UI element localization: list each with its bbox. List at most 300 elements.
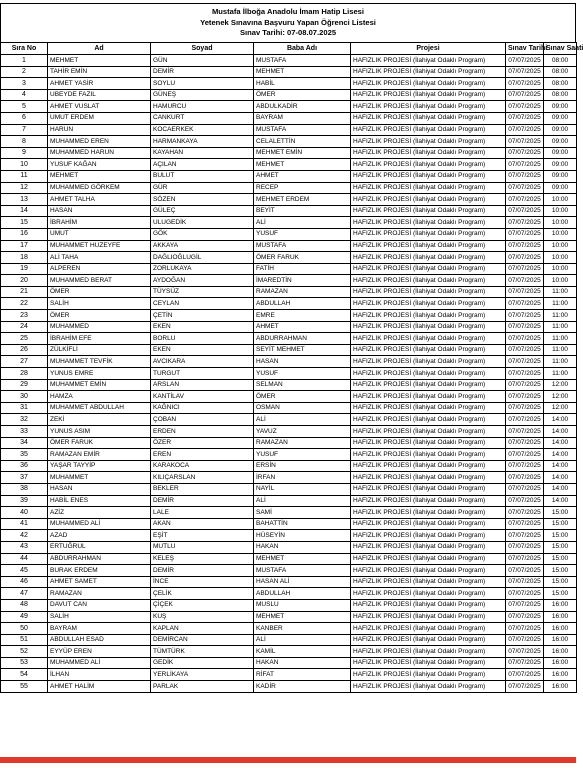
cell-sinav-tarihi: 07/07/2025 — [506, 681, 544, 693]
table-row — [1, 414, 577, 426]
cell-ad: TAHİR EMİN — [48, 66, 151, 78]
cell-ad: MUHAMMET ABDULLAH — [48, 402, 151, 414]
cell-sira-no: 39 — [1, 495, 48, 507]
cell-baba-adi: HASAN ALİ — [254, 576, 351, 588]
cell-soyad: KANTİLAV — [151, 391, 254, 403]
cell-sira-no: 4 — [1, 89, 48, 101]
cell-sinav-tarihi: 07/07/2025 — [506, 170, 544, 182]
cell-sinav-tarihi: 07/07/2025 — [506, 541, 544, 553]
cell-sira-no: 18 — [1, 252, 48, 264]
cell-sira-no: 6 — [1, 112, 48, 124]
cell-sinav-saati: 10:00 — [544, 240, 577, 252]
cell-sinav-tarihi: 07/07/2025 — [506, 310, 544, 322]
cell-sinav-saati: 16:00 — [544, 623, 577, 635]
cell-soyad: ÇOBAN — [151, 414, 254, 426]
cell-soyad: BULUT — [151, 170, 254, 182]
cell-soyad: LALE — [151, 507, 254, 519]
cell-sinav-tarihi: 07/07/2025 — [506, 252, 544, 264]
cell-projesi: HAFIZLIK PROJESİ (İlahiyat Odaklı Program) — [351, 449, 506, 461]
cell-projesi: HAFIZLIK PROJESİ (İlahiyat Odaklı Program) — [351, 437, 506, 449]
cell-sinav-tarihi: 07/07/2025 — [506, 321, 544, 333]
cell-baba-adi: RECEP — [254, 182, 351, 194]
cell-soyad: DEMİR — [151, 565, 254, 577]
cell-soyad: DEMİRCAN — [151, 634, 254, 646]
cell-soyad: HAMURCU — [151, 101, 254, 113]
cell-projesi: HAFIZLIK PROJESİ (İlahiyat Odaklı Program) — [351, 124, 506, 136]
cell-baba-adi: MEHMET ERDEM — [254, 194, 351, 206]
cell-baba-adi: HAKAN — [254, 541, 351, 553]
cell-projesi: HAFIZLIK PROJESİ (İlahiyat Odaklı Program) — [351, 541, 506, 553]
table-row — [1, 437, 577, 449]
cell-sinav-tarihi: 07/07/2025 — [506, 194, 544, 206]
cell-sinav-saati: 10:00 — [544, 194, 577, 206]
cell-projesi: HAFIZLIK PROJESİ (İlahiyat Odaklı Program) — [351, 518, 506, 530]
cell-projesi: HAFIZLIK PROJESİ (İlahiyat Odaklı Program) — [351, 460, 506, 472]
cell-ad: EYYÜP EREN — [48, 646, 151, 658]
cell-projesi: HAFIZLIK PROJESİ (İlahiyat Odaklı Program) — [351, 205, 506, 217]
cell-baba-adi: ALİ — [254, 495, 351, 507]
cell-sinav-tarihi: 07/07/2025 — [506, 437, 544, 449]
cell-sinav-saati: 10:00 — [544, 205, 577, 217]
cell-ad: ALPEREN — [48, 263, 151, 275]
table-row — [1, 565, 577, 577]
cell-sinav-tarihi: 07/07/2025 — [506, 553, 544, 565]
cell-sinav-saati: 10:00 — [544, 228, 577, 240]
cell-sinav-tarihi: 07/07/2025 — [506, 275, 544, 287]
cell-sinav-tarihi: 07/07/2025 — [506, 55, 544, 67]
cell-ad: YUNUS ASIM — [48, 426, 151, 438]
cell-sinav-saati: 14:00 — [544, 495, 577, 507]
cell-sinav-tarihi: 07/07/2025 — [506, 136, 544, 148]
cell-soyad: TURGUT — [151, 368, 254, 380]
table-row — [1, 472, 577, 484]
cell-ad: HASAN — [48, 483, 151, 495]
cell-soyad: AVCIKARA — [151, 356, 254, 368]
cell-sira-no: 5 — [1, 101, 48, 113]
cell-sinav-saati: 09:00 — [544, 159, 577, 171]
table-row — [1, 634, 577, 646]
cell-baba-adi: ALİ — [254, 414, 351, 426]
cell-ad: MUHAMMED EREN — [48, 136, 151, 148]
cell-sira-no: 24 — [1, 321, 48, 333]
cell-projesi: HAFIZLIK PROJESİ (İlahiyat Odaklı Program) — [351, 66, 506, 78]
cell-ad: SALİH — [48, 611, 151, 623]
cell-soyad: CANKURT — [151, 112, 254, 124]
cell-baba-adi: SEYİT MEHMET — [254, 344, 351, 356]
cell-sinav-tarihi: 07/07/2025 — [506, 78, 544, 90]
cell-ad: ÖMER FARUK — [48, 437, 151, 449]
cell-sira-no: 10 — [1, 159, 48, 171]
cell-sinav-tarihi: 07/07/2025 — [506, 124, 544, 136]
cell-baba-adi: ERSİN — [254, 460, 351, 472]
cell-projesi: HAFIZLIK PROJESİ (İlahiyat Odaklı Program) — [351, 599, 506, 611]
cell-ad: MUHAMMET — [48, 472, 151, 484]
cell-baba-adi: AHMET — [254, 321, 351, 333]
cell-baba-adi: ABDULLAH — [254, 298, 351, 310]
cell-sira-no: 30 — [1, 391, 48, 403]
cell-sinav-tarihi: 07/07/2025 — [506, 426, 544, 438]
cell-sinav-tarihi: 07/07/2025 — [506, 298, 544, 310]
cell-sira-no: 41 — [1, 518, 48, 530]
cell-baba-adi: RİFAT — [254, 669, 351, 681]
cell-soyad: KAYAHAN — [151, 147, 254, 159]
col-header-soyad: Soyad — [151, 43, 254, 55]
cell-sinav-tarihi: 07/07/2025 — [506, 460, 544, 472]
cell-sinav-saati: 14:00 — [544, 426, 577, 438]
cell-sinav-saati: 08:00 — [544, 66, 577, 78]
table-row — [1, 194, 577, 206]
cell-sinav-saati: 11:00 — [544, 368, 577, 380]
table-row — [1, 426, 577, 438]
cell-projesi: HAFIZLIK PROJESİ (İlahiyat Odaklı Program) — [351, 298, 506, 310]
cell-sira-no: 25 — [1, 333, 48, 345]
col-header-sinav-saati: Sınav Saati — [544, 43, 577, 55]
cell-sinav-saati: 15:00 — [544, 553, 577, 565]
col-header-projesi: Projesi — [351, 43, 506, 55]
cell-sinav-saati: 10:00 — [544, 252, 577, 264]
cell-ad: MUHAMMED GÖRKEM — [48, 182, 151, 194]
exam-date: Sınav Tarihi: 07-08.07.2025 — [239, 28, 337, 37]
cell-sinav-tarihi: 07/07/2025 — [506, 391, 544, 403]
cell-projesi: HAFIZLIK PROJESİ (İlahiyat Odaklı Program) — [351, 495, 506, 507]
cell-sira-no: 42 — [1, 530, 48, 542]
cell-soyad: SÖZEN — [151, 194, 254, 206]
cell-baba-adi: MUSLU — [254, 599, 351, 611]
cell-soyad: GÜNEŞ — [151, 89, 254, 101]
cell-sinav-saati: 15:00 — [544, 576, 577, 588]
cell-sira-no: 43 — [1, 541, 48, 553]
cell-soyad: HARMANKAYA — [151, 136, 254, 148]
cell-sinav-tarihi: 07/07/2025 — [506, 623, 544, 635]
table-row — [1, 275, 577, 287]
cell-ad: UBEYDE FAZIL — [48, 89, 151, 101]
table-row — [1, 507, 577, 519]
table-row — [1, 657, 577, 669]
cell-projesi: HAFIZLIK PROJESİ (İlahiyat Odaklı Program) — [351, 391, 506, 403]
table-row — [1, 611, 577, 623]
table-row — [1, 147, 577, 159]
cell-ad: UMUT ERDEM — [48, 112, 151, 124]
cell-ad: BAYRAM — [48, 623, 151, 635]
cell-sinav-saati: 14:00 — [544, 460, 577, 472]
cell-ad: MUHAMMED HARUN — [48, 147, 151, 159]
cell-soyad: AKAN — [151, 518, 254, 530]
cell-soyad: MUTLU — [151, 541, 254, 553]
cell-baba-adi: MEHMET — [254, 553, 351, 565]
cell-baba-adi: YAVUZ — [254, 426, 351, 438]
cell-ad: UMUT — [48, 228, 151, 240]
cell-sinav-saati: 11:00 — [544, 344, 577, 356]
cell-ad: RAMAZAN EMİR — [48, 449, 151, 461]
col-header-sinav-tarihi: Sınav Tarihi — [506, 43, 544, 55]
cell-soyad: AÇILAN — [151, 159, 254, 171]
table-row — [1, 136, 577, 148]
cell-ad: İLHAN — [48, 669, 151, 681]
cell-sira-no: 49 — [1, 611, 48, 623]
cell-sinav-tarihi: 07/07/2025 — [506, 646, 544, 658]
table-row — [1, 170, 577, 182]
cell-soyad: CEYLAN — [151, 298, 254, 310]
cell-projesi: HAFIZLIK PROJESİ (İlahiyat Odaklı Program) — [351, 646, 506, 658]
cell-sinav-tarihi: 07/07/2025 — [506, 205, 544, 217]
cell-sinav-tarihi: 07/07/2025 — [506, 599, 544, 611]
cell-sira-no: 23 — [1, 310, 48, 322]
cell-sinav-saati: 15:00 — [544, 518, 577, 530]
col-header-sira-no: Sıra No — [1, 43, 48, 55]
cell-soyad: EREN — [151, 449, 254, 461]
cell-soyad: İNCE — [151, 576, 254, 588]
cell-projesi: HAFIZLIK PROJESİ (İlahiyat Odaklı Program) — [351, 310, 506, 322]
cell-soyad: GÖK — [151, 228, 254, 240]
cell-sinav-tarihi: 07/07/2025 — [506, 356, 544, 368]
list-subtitle: Yetenek Sınavına Başvuru Yapan Öğrenci Listesi — [200, 17, 376, 27]
cell-sira-no: 47 — [1, 588, 48, 600]
col-header-ad: Ad — [48, 43, 151, 55]
cell-projesi: HAFIZLIK PROJESİ (İlahiyat Odaklı Program) — [351, 194, 506, 206]
cell-projesi: HAFIZLIK PROJESİ (İlahiyat Odaklı Program) — [351, 472, 506, 484]
cell-ad: AHMET TALHA — [48, 194, 151, 206]
cell-baba-adi: MEHMET — [254, 159, 351, 171]
cell-sira-no: 26 — [1, 344, 48, 356]
cell-soyad: BORLU — [151, 333, 254, 345]
cell-projesi: HAFIZLIK PROJESİ (İlahiyat Odaklı Program) — [351, 611, 506, 623]
cell-sinav-saati: 11:00 — [544, 333, 577, 345]
cell-projesi: HAFIZLIK PROJESİ (İlahiyat Odaklı Program) — [351, 681, 506, 693]
cell-sira-no: 52 — [1, 646, 48, 658]
cell-sinav-tarihi: 07/07/2025 — [506, 147, 544, 159]
cell-sinav-tarihi: 07/07/2025 — [506, 66, 544, 78]
cell-ad: AHMET VUSLAT — [48, 101, 151, 113]
cell-sinav-saati: 15:00 — [544, 565, 577, 577]
cell-projesi: HAFIZLIK PROJESİ (İlahiyat Odaklı Program) — [351, 669, 506, 681]
cell-baba-adi: RAMAZAN — [254, 437, 351, 449]
cell-sinav-tarihi: 07/07/2025 — [506, 240, 544, 252]
cell-baba-adi: SELMAN — [254, 379, 351, 391]
cell-ad: ÖMER — [48, 286, 151, 298]
cell-sinav-saati: 11:00 — [544, 298, 577, 310]
cell-baba-adi: ABDULKADİR — [254, 101, 351, 113]
cell-sinav-saati: 09:00 — [544, 182, 577, 194]
cell-baba-adi: AHMET — [254, 170, 351, 182]
cell-sinav-tarihi: 07/07/2025 — [506, 507, 544, 519]
cell-projesi: HAFIZLIK PROJESİ (İlahiyat Odaklı Program) — [351, 101, 506, 113]
cell-ad: BURAK ERDEM — [48, 565, 151, 577]
cell-ad: RAMAZAN — [48, 588, 151, 600]
cell-soyad: YERLİKAYA — [151, 669, 254, 681]
table-row — [1, 576, 577, 588]
cell-sira-no: 20 — [1, 275, 48, 287]
document-header — [0, 3, 576, 43]
table-row — [1, 78, 577, 90]
table-row — [1, 217, 577, 229]
cell-sira-no: 3 — [1, 78, 48, 90]
cell-sinav-tarihi: 07/07/2025 — [506, 112, 544, 124]
cell-sinav-saati: 08:00 — [544, 78, 577, 90]
cell-projesi: HAFIZLIK PROJESİ (İlahiyat Odaklı Program) — [351, 623, 506, 635]
cell-sira-no: 9 — [1, 147, 48, 159]
cell-sinav-tarihi: 07/07/2025 — [506, 495, 544, 507]
cell-soyad: PARLAK — [151, 681, 254, 693]
cell-sinav-saati: 14:00 — [544, 414, 577, 426]
cell-sinav-saati: 11:00 — [544, 286, 577, 298]
cell-sinav-saati: 15:00 — [544, 507, 577, 519]
cell-baba-adi: ABDULLAH — [254, 588, 351, 600]
table-row — [1, 391, 577, 403]
cell-soyad: DEMİR — [151, 495, 254, 507]
cell-projesi: HAFIZLIK PROJESİ (İlahiyat Odaklı Program) — [351, 634, 506, 646]
cell-soyad: ÇİÇEK — [151, 599, 254, 611]
cell-ad: AZAD — [48, 530, 151, 542]
cell-sinav-tarihi: 07/07/2025 — [506, 101, 544, 113]
cell-projesi: HAFIZLIK PROJESİ (İlahiyat Odaklı Program) — [351, 333, 506, 345]
cell-baba-adi: NAYİL — [254, 483, 351, 495]
table-row — [1, 553, 577, 565]
cell-projesi: HAFIZLIK PROJESİ (İlahiyat Odaklı Program) — [351, 78, 506, 90]
cell-sinav-saati: 10:00 — [544, 275, 577, 287]
cell-projesi: HAFIZLIK PROJESİ (İlahiyat Odaklı Program) — [351, 483, 506, 495]
cell-sira-no: 44 — [1, 553, 48, 565]
cell-sira-no: 33 — [1, 426, 48, 438]
cell-sinav-tarihi: 07/07/2025 — [506, 518, 544, 530]
cell-sira-no: 53 — [1, 657, 48, 669]
table-row — [1, 460, 577, 472]
cell-baba-adi: EMRE — [254, 310, 351, 322]
table-row — [1, 263, 577, 275]
cell-ad: MEHMET — [48, 55, 151, 67]
cell-sira-no: 21 — [1, 286, 48, 298]
cell-sinav-saati: 09:00 — [544, 136, 577, 148]
cell-sinav-saati: 09:00 — [544, 101, 577, 113]
cell-soyad: ÖZER — [151, 437, 254, 449]
table-row — [1, 89, 577, 101]
cell-sira-no: 36 — [1, 460, 48, 472]
cell-baba-adi: ALİ — [254, 634, 351, 646]
cell-baba-adi: HAKAN — [254, 657, 351, 669]
cell-sira-no: 34 — [1, 437, 48, 449]
cell-sinav-saati: 16:00 — [544, 669, 577, 681]
cell-soyad: ÇETİN — [151, 310, 254, 322]
cell-soyad: DAĞLIOĞLUGİL — [151, 252, 254, 264]
cell-projesi: HAFIZLIK PROJESİ (İlahiyat Odaklı Program) — [351, 576, 506, 588]
cell-projesi: HAFIZLIK PROJESİ (İlahiyat Odaklı Program) — [351, 368, 506, 380]
cell-baba-adi: YUSUF — [254, 449, 351, 461]
cell-sinav-saati: 11:00 — [544, 321, 577, 333]
cell-sinav-tarihi: 07/07/2025 — [506, 89, 544, 101]
cell-sinav-saati: 16:00 — [544, 681, 577, 693]
cell-sinav-tarihi: 07/07/2025 — [506, 379, 544, 391]
cell-soyad: AKKAYA — [151, 240, 254, 252]
table-row — [1, 66, 577, 78]
cell-sinav-saati: 14:00 — [544, 449, 577, 461]
cell-ad: DAVUT CAN — [48, 599, 151, 611]
cell-soyad: GÜR — [151, 182, 254, 194]
cell-ad: MUHAMMED BERAT — [48, 275, 151, 287]
cell-sinav-saati: 16:00 — [544, 599, 577, 611]
cell-sinav-tarihi: 07/07/2025 — [506, 483, 544, 495]
cell-sinav-tarihi: 07/07/2025 — [506, 634, 544, 646]
cell-soyad: TÜYSÜZ — [151, 286, 254, 298]
cell-ad: YAŞAR TAYYİP — [48, 460, 151, 472]
cell-baba-adi: CELALETTİN — [254, 136, 351, 148]
cell-sinav-tarihi: 07/07/2025 — [506, 530, 544, 542]
cell-sinav-saati: 10:00 — [544, 263, 577, 275]
cell-soyad: KILIÇARSLAN — [151, 472, 254, 484]
cell-baba-adi: BAHATTİN — [254, 518, 351, 530]
cell-sinav-saati: 12:00 — [544, 391, 577, 403]
table-row — [1, 240, 577, 252]
cell-sinav-tarihi: 07/07/2025 — [506, 611, 544, 623]
cell-baba-adi: FATİH — [254, 263, 351, 275]
cell-baba-adi: BAYRAM — [254, 112, 351, 124]
cell-ad: MUHAMMED ALİ — [48, 657, 151, 669]
cell-soyad: KUŞ — [151, 611, 254, 623]
cell-sinav-saati: 09:00 — [544, 124, 577, 136]
cell-sira-no: 13 — [1, 194, 48, 206]
cell-sinav-saati: 11:00 — [544, 310, 577, 322]
cell-sira-no: 27 — [1, 356, 48, 368]
cell-soyad: EKEN — [151, 344, 254, 356]
cell-baba-adi: ÖMER — [254, 89, 351, 101]
cell-sira-no: 51 — [1, 634, 48, 646]
cell-baba-adi: RAMAZAN — [254, 286, 351, 298]
cell-soyad: GÜN — [151, 55, 254, 67]
cell-soyad: EKEN — [151, 321, 254, 333]
table-row — [1, 356, 577, 368]
table-row — [1, 124, 577, 136]
cell-projesi: HAFIZLIK PROJESİ (İlahiyat Odaklı Program) — [351, 240, 506, 252]
cell-soyad: DEMİR — [151, 66, 254, 78]
cell-sinav-saati: 16:00 — [544, 611, 577, 623]
cell-ad: HARUN — [48, 124, 151, 136]
cell-sinav-saati: 14:00 — [544, 437, 577, 449]
cell-ad: ABDURRAHMAN — [48, 553, 151, 565]
cell-projesi: HAFIZLIK PROJESİ (İlahiyat Odaklı Program) — [351, 344, 506, 356]
cell-sira-no: 2 — [1, 66, 48, 78]
cell-sira-no: 37 — [1, 472, 48, 484]
footer-bar — [0, 757, 576, 763]
table-row — [1, 205, 577, 217]
table-row — [1, 298, 577, 310]
table-row — [1, 228, 577, 240]
cell-sinav-saati: 15:00 — [544, 588, 577, 600]
cell-ad: ZÜLKİFLİ — [48, 344, 151, 356]
cell-ad: ABDULLAH ESAD — [48, 634, 151, 646]
cell-sira-no: 7 — [1, 124, 48, 136]
cell-soyad: TÜMTÜRK — [151, 646, 254, 658]
cell-sinav-tarihi: 07/07/2025 — [506, 472, 544, 484]
cell-ad: SALİH — [48, 298, 151, 310]
table-header-row — [1, 43, 577, 55]
table-row — [1, 182, 577, 194]
cell-baba-adi: HASAN — [254, 356, 351, 368]
cell-sira-no: 40 — [1, 507, 48, 519]
cell-sinav-tarihi: 07/07/2025 — [506, 588, 544, 600]
cell-projesi: HAFIZLIK PROJESİ (İlahiyat Odaklı Program) — [351, 228, 506, 240]
cell-sira-no: 8 — [1, 136, 48, 148]
table-row — [1, 681, 577, 693]
cell-projesi: HAFIZLIK PROJESİ (İlahiyat Odaklı Program) — [351, 89, 506, 101]
cell-projesi: HAFIZLIK PROJESİ (İlahiyat Odaklı Program) — [351, 55, 506, 67]
cell-projesi: HAFIZLIK PROJESİ (İlahiyat Odaklı Program) — [351, 414, 506, 426]
cell-baba-adi: SAMİ — [254, 507, 351, 519]
cell-sinav-tarihi: 07/07/2025 — [506, 368, 544, 380]
cell-sinav-tarihi: 07/07/2025 — [506, 217, 544, 229]
table-row — [1, 646, 577, 658]
cell-sira-no: 22 — [1, 298, 48, 310]
cell-soyad: KAPLAN — [151, 623, 254, 635]
cell-baba-adi: YUSUF — [254, 368, 351, 380]
cell-sinav-tarihi: 07/07/2025 — [506, 449, 544, 461]
